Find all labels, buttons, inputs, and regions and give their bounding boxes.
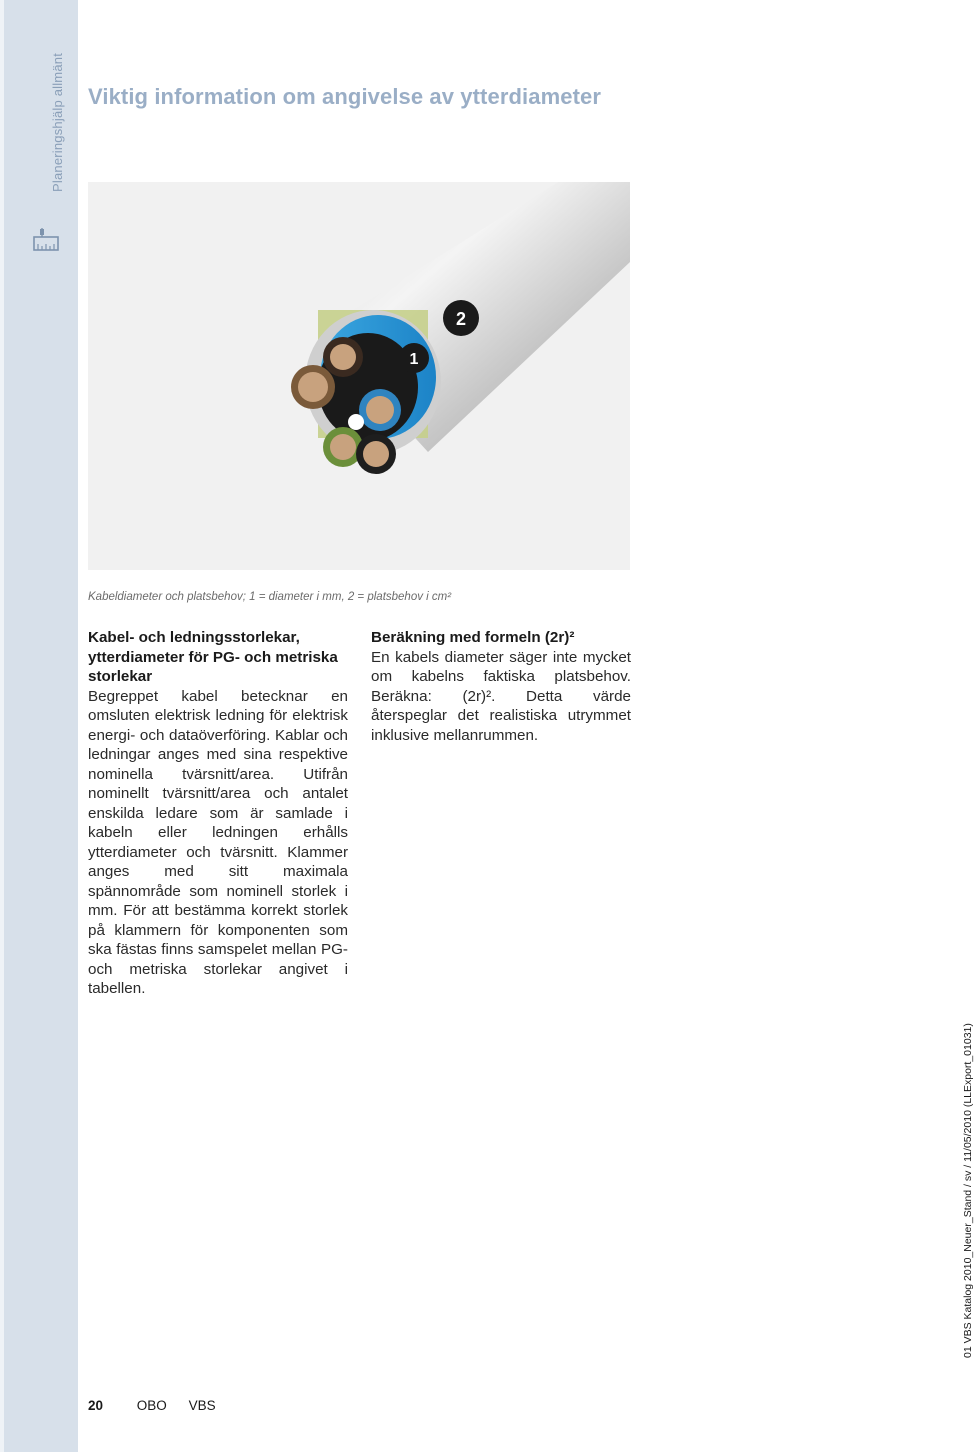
right-heading: Beräkning med formeln (2r)²	[371, 629, 575, 646]
page-number: 20	[88, 1398, 104, 1413]
product-name: VBS	[188, 1398, 216, 1413]
brand-name: OBO	[136, 1398, 167, 1413]
left-heading: Kabel- och ledningsstorlekar, ytterdiameter för PG- och metriska storlekar	[88, 629, 338, 685]
catalog-reference: 01 VBS Katalog 2010_Neuer_Stand / sv / 11/05/2010 (LLExport_01031)	[962, 1023, 974, 1358]
cable-illustration	[88, 182, 630, 570]
left-column	[88, 628, 348, 999]
figure-caption: Kabeldiameter och platsbehov; 1 = diameter i mm, 2 = platsbehov i cm²	[88, 591, 452, 603]
marker-2-label: 2	[455, 309, 467, 329]
sidebar-band	[0, 0, 78, 1452]
page-footer	[88, 1398, 216, 1413]
page-title: Viktig information om angivelse av ytterdiameter	[88, 84, 601, 109]
sidebar-band-edge	[0, 0, 4, 1452]
left-body: Begreppet kabel betecknar en omsluten elektrisk ledning för elektrisk energi- och dataöverföring. Kablar och ledningar anges med sina respektive nominella tvärsnitt/area. Utifrån nominellt tvärsnitt/area och antalet enskilda ledare som är samlade i kabeln eller ledningen erhålls ytterdiameter och tvärsnitt. Klammer anges med sitt maximala spännområde som nominell storlek i mm. För att bestämma korrekt storlek på klammern för komponenten som ska fästas finns samspelet mellan PG- och metriska storlekar angivet i tabellen.	[88, 687, 348, 997]
marker-1-label: 1	[409, 351, 419, 368]
right-column	[371, 628, 631, 745]
ruler-screwdriver-icon	[33, 228, 59, 252]
right-body: En kabels diameter säger inte mycket om kabelns faktiska platsbehov. Beräkna: (2r)². Detta värde återspeglar det realistiska utrymmet inklusive mellanrummen.	[371, 648, 631, 744]
section-label: Planeringshjälp allmänt	[50, 52, 65, 192]
